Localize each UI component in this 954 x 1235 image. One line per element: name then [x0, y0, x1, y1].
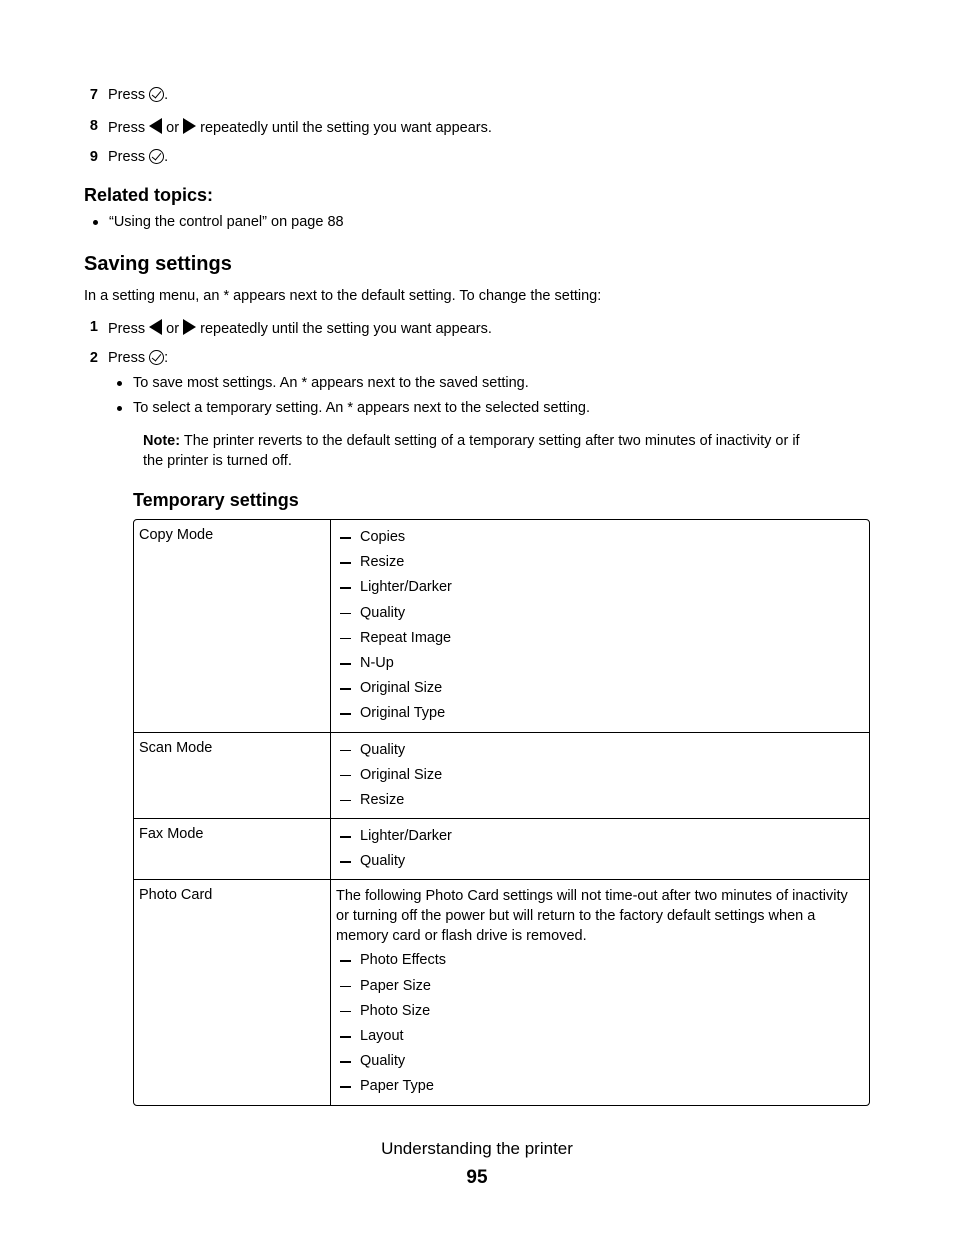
option-item: Resize	[336, 552, 864, 577]
option-item: Paper Type	[336, 1076, 864, 1101]
related-topic-link[interactable]: “Using the control panel” on page 88	[109, 214, 344, 230]
option-item: Quality	[336, 851, 864, 876]
left-arrow-icon	[149, 319, 162, 335]
step-number: 8	[89, 118, 98, 134]
right-arrow-icon	[183, 319, 196, 335]
options-cell	[331, 732, 869, 819]
option-item: Lighter/Darker	[336, 577, 864, 602]
related-topics-heading: Related topics:	[84, 185, 214, 205]
options-cell	[331, 879, 869, 1104]
note-label: Note:	[143, 433, 181, 449]
options-cell	[331, 818, 869, 879]
step-press-label: Press	[108, 350, 146, 366]
bullet-icon	[117, 381, 122, 386]
option-item: Original Size	[336, 765, 864, 790]
intro-paragraph: In a setting menu, an * appears next to the default setting. To change the setting:	[84, 288, 602, 304]
table-row	[134, 879, 869, 1104]
checkmark-circle-icon	[149, 350, 164, 365]
mode-cell: Photo Card	[134, 879, 331, 1104]
bullet-icon	[93, 220, 98, 225]
step-press-label: Press	[108, 321, 146, 337]
right-arrow-icon	[183, 118, 196, 134]
step-press-label: Press	[108, 87, 146, 103]
footer-chapter-title: Understanding the printer	[381, 1139, 573, 1158]
option-item: Original Size	[336, 678, 864, 703]
mode-cell: Copy Mode	[134, 520, 331, 732]
step-press-label: Press	[108, 149, 146, 165]
option-item: Quality	[336, 740, 864, 765]
option-item: Paper Size	[336, 976, 864, 1001]
checkmark-circle-icon	[149, 87, 164, 102]
note: Note: The printer reverts to the default setting of a temporary setting after two minutes of inactivity or if the printer is turned off.	[143, 433, 800, 469]
mode-cell: Fax Mode	[134, 818, 331, 879]
step-number: 7	[89, 87, 98, 103]
table-row	[134, 818, 869, 879]
page-number: 95	[466, 1167, 488, 1188]
step-press-label: Press	[108, 120, 146, 136]
option-item: Copies	[336, 527, 864, 552]
option-item: N-Up	[336, 653, 864, 678]
step-number: 2	[89, 350, 98, 366]
option-item: Quality	[336, 603, 864, 628]
table-row	[134, 732, 869, 819]
section-heading-saving-settings: Saving settings	[84, 253, 232, 275]
option-item: Lighter/Darker	[336, 826, 864, 851]
step-number: 1	[89, 319, 98, 335]
mode-cell: Scan Mode	[134, 732, 331, 819]
step-number: 9	[89, 149, 98, 165]
option-item: Original Type	[336, 703, 864, 728]
option-item: Quality	[336, 1051, 864, 1076]
option-item: Resize	[336, 790, 864, 815]
option-item: Repeat Image	[336, 628, 864, 653]
left-arrow-icon	[149, 118, 162, 134]
photo-card-description: The following Photo Card settings will not time-out after two minutes of inactivity or turning off the power but will return to the factory default settings when a memory card or flash drive is removed.	[336, 888, 848, 945]
temporary-settings-heading: Temporary settings	[133, 490, 299, 510]
options-cell	[331, 520, 869, 732]
table-row	[134, 520, 869, 732]
checkmark-circle-icon	[149, 149, 164, 164]
option-item: Photo Effects	[336, 950, 864, 975]
bullet-icon	[117, 406, 122, 411]
option-item: Layout	[336, 1026, 864, 1051]
temporary-settings-table	[133, 519, 870, 1106]
option-item: Photo Size	[336, 1001, 864, 1026]
